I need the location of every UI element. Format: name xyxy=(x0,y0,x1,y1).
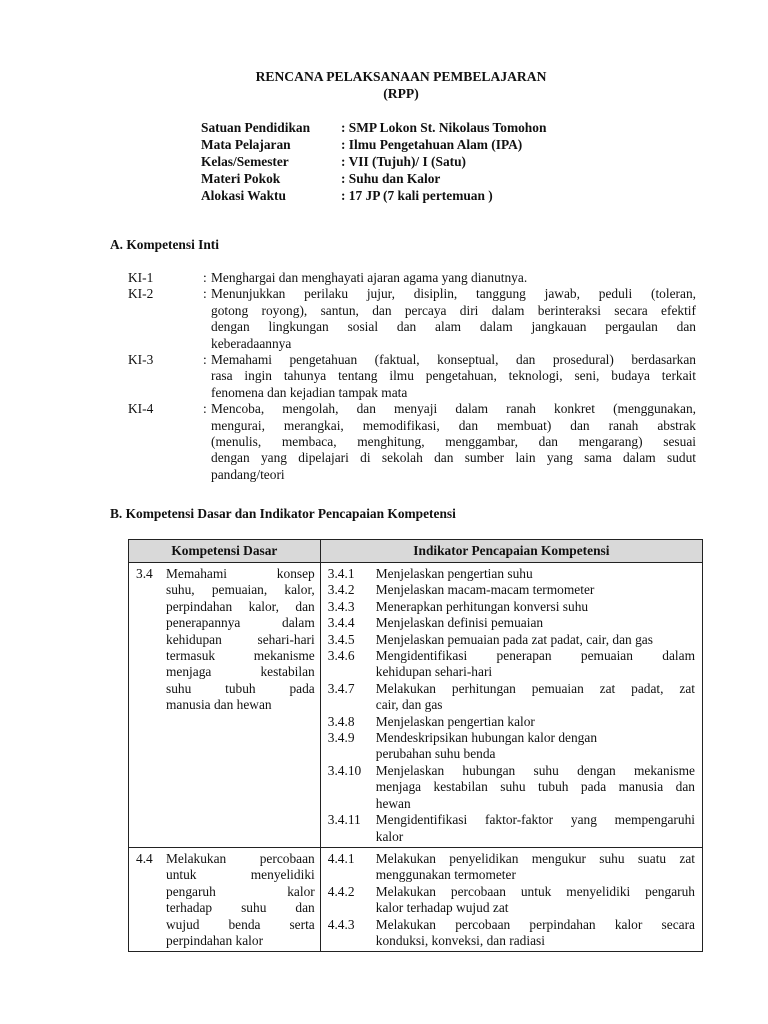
indicator-line: kehidupan sehari-hari xyxy=(375,664,493,680)
kd-number: 3.4 xyxy=(136,566,153,581)
indicator-item xyxy=(328,599,695,615)
indicator-line: Mendeskripsikan hubungan kalor dengan xyxy=(375,730,598,746)
table-row xyxy=(129,563,703,848)
identity-label: Mata Pelajaran xyxy=(201,137,291,152)
indicator-text xyxy=(376,648,695,681)
ki-code: KI-4 xyxy=(128,401,154,417)
indicator-text xyxy=(376,812,695,845)
identity-value: : 17 JP (7 kali pertemuan ) xyxy=(341,188,493,203)
ki-description xyxy=(211,401,696,483)
indicator-line: Menjelaskan definisi pemuaian xyxy=(375,615,544,631)
kd-line: suhu, pemuaian, kalor, xyxy=(166,582,315,598)
indicator-text xyxy=(376,615,695,631)
indicator-line: kalor xyxy=(375,828,404,844)
indicator-line: Melakukan percobaan perpindahan kalor secara xyxy=(375,916,695,932)
document-title: RENCANA PELAKSANAAN PEMBELAJARAN xyxy=(255,69,547,84)
indicator-cell xyxy=(320,847,702,951)
ki-code: KI-2 xyxy=(128,286,154,302)
indicator-number: 3.4.3 xyxy=(327,598,355,614)
indicator-number: 3.4.2 xyxy=(327,582,355,598)
indicator-line: Menjelaskan hubungan suhu dengan mekanisme xyxy=(375,762,695,778)
section-a-heading: A. Kompetensi Inti xyxy=(110,237,219,252)
indicator-cell xyxy=(320,563,702,848)
identity-row xyxy=(201,171,546,188)
kompetensi-inti-list xyxy=(128,270,696,483)
ki-line: Mencoba, mengolah, dan menyaji dalam ranah konkret (menggunakan, xyxy=(211,401,696,417)
indicator-number: 3.4.5 xyxy=(327,631,355,647)
indicator-item xyxy=(328,632,695,648)
kd-line: perpindahan kalor xyxy=(166,932,264,948)
kd-content xyxy=(130,849,319,950)
kd-line: termasuk mekanisme xyxy=(166,648,315,664)
indicator-number: 3.4.7 xyxy=(327,680,355,696)
table-row xyxy=(129,847,703,951)
identity-label: Satuan Pendidikan xyxy=(201,120,311,135)
indicator-text xyxy=(376,851,695,884)
ki-description xyxy=(211,270,696,286)
indicator-item xyxy=(328,648,695,681)
kd-line: Melakukan percobaan xyxy=(166,850,315,866)
indicator-item xyxy=(328,730,695,763)
ki-item xyxy=(128,270,696,286)
indicator-number: 3.4.4 xyxy=(327,615,355,631)
ki-colon: : xyxy=(203,352,207,368)
indicator-text xyxy=(376,681,695,714)
indicator-number: 4.4.1 xyxy=(327,850,355,866)
identity-row xyxy=(201,188,546,205)
indicator-line: perubahan suhu benda xyxy=(375,746,496,762)
indicator-item xyxy=(328,917,695,950)
ki-description xyxy=(211,286,696,352)
indicator-number: 3.4.9 xyxy=(327,730,355,746)
kd-line: pengaruh kalor xyxy=(166,883,315,899)
indicator-line: Mengidentifikasi penerapan pemuaian dalam xyxy=(375,648,695,664)
indicator-line: hewan xyxy=(375,795,411,811)
identity-block xyxy=(201,120,546,205)
kd-line: untuk menyelidiki xyxy=(166,867,315,883)
ki-line: (menulis, membaca, menghitung, menggambar, dan mengarang) sesuai xyxy=(211,434,696,450)
indicator-number: 3.4.8 xyxy=(327,713,355,729)
ki-colon: : xyxy=(203,286,207,302)
ki-line: Menunjukkan perilaku jujur, disiplin, tanggung jawab, peduli (toleran, xyxy=(211,286,696,302)
indicator-text xyxy=(376,730,695,763)
ki-item xyxy=(128,286,696,352)
indicator-item xyxy=(328,681,695,714)
ki-colon: : xyxy=(203,270,207,285)
header-indikator: Indikator Pencapaian Kompetensi xyxy=(320,540,702,563)
kd-cell xyxy=(129,847,321,951)
indicator-line: konduksi, konveksi, dan radiasi xyxy=(375,932,545,948)
kd-line: manusia dan hewan xyxy=(166,697,272,713)
kd-line: terhadap suhu dan xyxy=(166,900,315,916)
indicator-line: Melakukan penyelidikan mengukur suhu suatu zat xyxy=(375,850,695,866)
indicator-text xyxy=(376,632,695,648)
indicator-line: menggunakan termometer xyxy=(375,867,516,883)
indicator-line: Menjelaskan macam-macam termometer xyxy=(375,582,595,598)
indicator-text xyxy=(376,884,695,917)
ki-item xyxy=(128,401,696,483)
indicator-line: Menjelaskan pemuaian pada zat padat, cair, dan gas xyxy=(375,631,653,647)
indicator-item xyxy=(328,763,695,812)
table-header-row xyxy=(129,540,703,563)
indicator-item xyxy=(328,714,695,730)
kd-content xyxy=(130,564,319,715)
ki-description xyxy=(211,352,696,401)
ki-line: keberadaannya xyxy=(211,335,292,351)
ki-line: dengan lingkungan sosial dan alam dalam jangkauan pergaulan dan xyxy=(211,319,696,335)
indicator-line: Menjelaskan pengertian kalor xyxy=(375,713,535,729)
ki-line: Menghargai dan menghayati ajaran agama yang dianutnya. xyxy=(211,270,528,285)
indicator-number: 3.4.10 xyxy=(327,762,362,778)
indicator-number: 3.4.1 xyxy=(327,566,355,581)
kompetensi-table xyxy=(128,539,703,952)
identity-label: Materi Pokok xyxy=(201,171,281,186)
indicator-list xyxy=(322,849,701,950)
kd-line: perpindahan kalor, dan xyxy=(166,598,315,614)
identity-value: : Suhu dan Kalor xyxy=(341,171,441,186)
indicator-text xyxy=(376,763,695,812)
indicator-item xyxy=(328,812,695,845)
indicator-line: menjaga kestabilan suhu tubuh pada manusia dan xyxy=(375,779,695,795)
ki-code: KI-1 xyxy=(128,270,154,285)
kd-number: 4.4 xyxy=(136,850,153,866)
kd-line: menjaga kestabilan xyxy=(166,664,315,680)
indicator-text xyxy=(376,599,695,615)
indicator-line: Melakukan percobaan untuk menyelidiki pengaruh xyxy=(375,883,695,899)
kd-cell xyxy=(129,563,321,848)
ki-line: rasa ingin tahunya tentang ilmu pengetahuan, teknologi, seni, budaya terkait xyxy=(211,368,696,384)
identity-row xyxy=(201,154,546,171)
indicator-list xyxy=(322,564,701,846)
indicator-text xyxy=(376,566,695,582)
ki-line: mengurai, merangkai, memodifikasi, dan membuat) dan ranah abstrak xyxy=(211,417,696,433)
ki-line: pandang/teori xyxy=(211,466,285,482)
ki-line: dengan yang dipelajari di sekolah dan sumber lain yang sama dalam sudut xyxy=(211,450,696,466)
indicator-number: 4.4.2 xyxy=(327,883,355,899)
identity-value: : SMP Lokon St. Nikolaus Tomohon xyxy=(341,120,547,135)
identity-row xyxy=(201,137,546,154)
kd-line: Memahami konsep xyxy=(166,566,315,581)
identity-label: Kelas/Semester xyxy=(201,154,289,169)
kd-line: suhu tubuh pada xyxy=(166,680,315,696)
indicator-item xyxy=(328,582,695,598)
ki-code: KI-3 xyxy=(128,352,154,368)
indicator-line: Mengidentifikasi faktor-faktor yang mempengaruhi xyxy=(375,812,695,828)
indicator-line: kalor terhadap wujud zat xyxy=(375,900,509,916)
indicator-number: 4.4.3 xyxy=(327,916,355,932)
indicator-number: 3.4.6 xyxy=(327,648,355,664)
ki-item xyxy=(128,352,696,401)
header-kompetensi-dasar: Kompetensi Dasar xyxy=(129,540,321,563)
indicator-text xyxy=(376,714,695,730)
indicator-line: cair, dan gas xyxy=(375,697,443,713)
indicator-item xyxy=(328,851,695,884)
identity-value: : VII (Tujuh)/ I (Satu) xyxy=(341,154,467,169)
identity-value: : Ilmu Pengetahuan Alam (IPA) xyxy=(341,137,523,152)
kd-description xyxy=(166,851,315,949)
ki-line: Memahami pengetahuan (faktual, konseptual, dan prosedural) berdasarkan xyxy=(211,352,696,368)
indicator-text xyxy=(376,917,695,950)
indicator-line: Menerapkan perhitungan konversi suhu xyxy=(375,598,589,614)
indicator-item xyxy=(328,615,695,631)
indicator-number: 3.4.11 xyxy=(327,812,361,828)
ki-line: gotong royong), santun, dan percaya diri dalam berinteraksi secara efektif xyxy=(211,302,696,318)
ki-colon: : xyxy=(203,401,207,417)
indicator-item xyxy=(328,566,695,582)
kd-description xyxy=(166,566,315,714)
indicator-line: Menjelaskan pengertian suhu xyxy=(375,566,533,581)
kd-line: kehidupan sehari-hari xyxy=(166,631,315,647)
indicator-text xyxy=(376,582,695,598)
section-b-heading: B. Kompetensi Dasar dan Indikator Pencapaian Kompetensi xyxy=(110,506,456,521)
kd-line: wujud benda serta xyxy=(166,916,315,932)
ki-line: fenomena dan kejadian tampak mata xyxy=(211,384,408,400)
identity-row xyxy=(201,120,546,137)
identity-label: Alokasi Waktu xyxy=(201,188,286,203)
document-subtitle: (RPP) xyxy=(383,86,419,101)
kd-line: penerapannya dalam xyxy=(166,615,315,631)
indicator-line: Melakukan perhitungan pemuaian zat padat, zat xyxy=(375,680,695,696)
indicator-item xyxy=(328,884,695,917)
